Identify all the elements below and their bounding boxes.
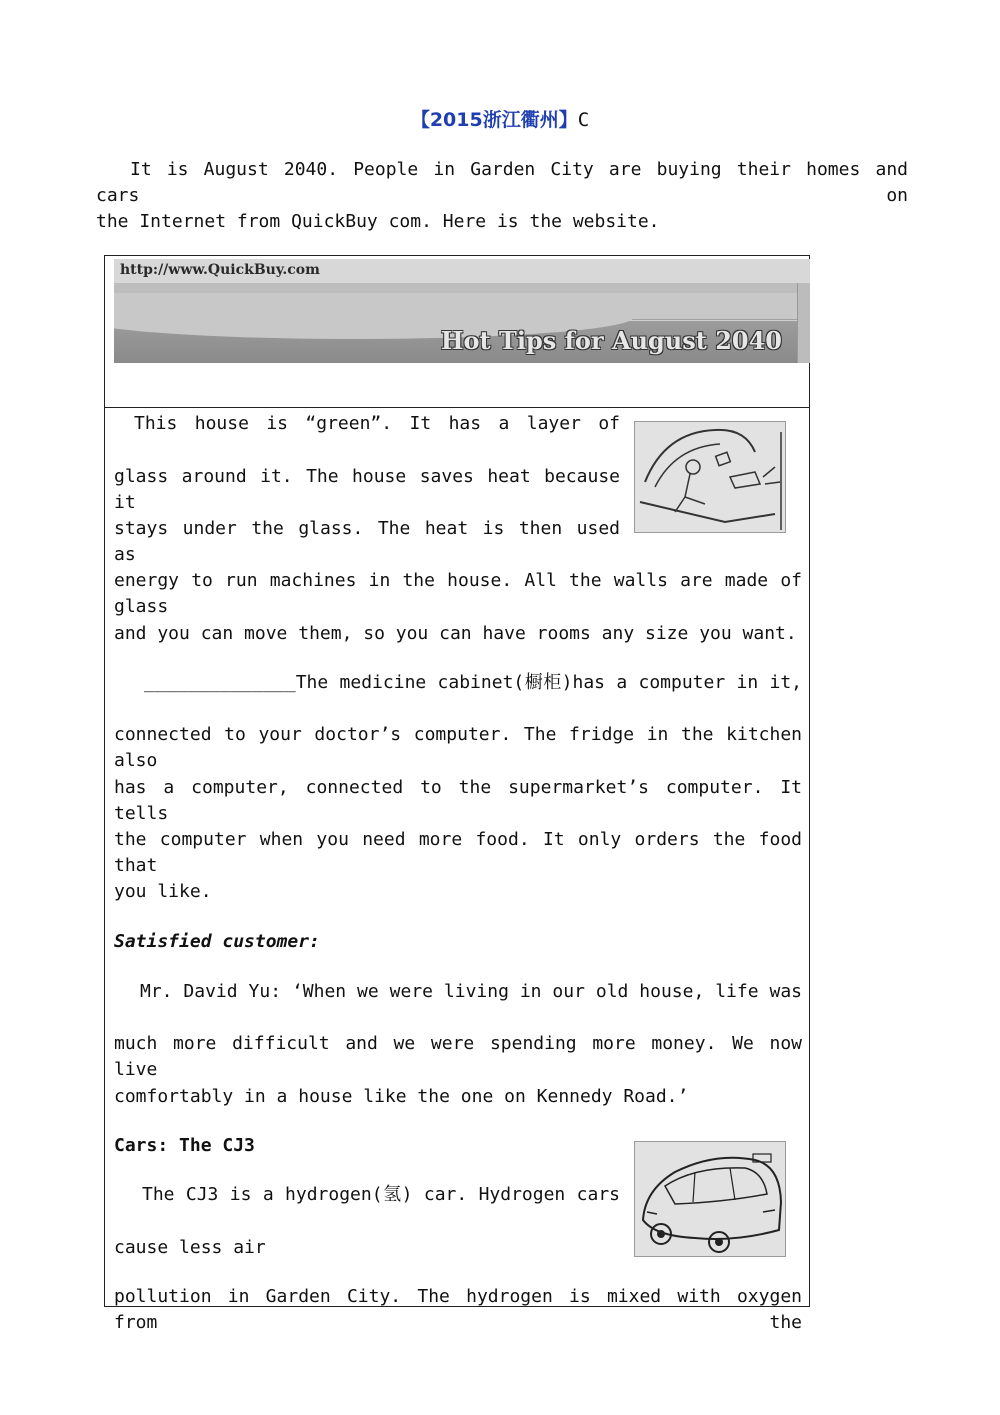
- question-letter: C: [577, 109, 590, 131]
- cars-label: Cars: The CJ3: [114, 1135, 255, 1156]
- customer-line-1: Mr. David Yu: ‘When we were living in our old house, life was: [140, 981, 802, 1002]
- website-screenshot: [114, 259, 810, 363]
- medicine-text-1: The medicine cabinet(橱柜)has a computer in it,: [295, 672, 802, 693]
- house-line-2: glass around it. The house saves heat because it: [114, 466, 620, 513]
- medicine-line-3: has a computer, connected to the supermarket’s computer. It tells: [114, 777, 802, 824]
- house-illustration: [634, 421, 786, 533]
- intro-line-2: the Internet from QuickBuy com. Here is the website.: [96, 211, 660, 232]
- medicine-line-1: [114, 670, 802, 696]
- house-line-1: This house is “green”. It has a layer of: [134, 413, 620, 434]
- house-line-4: energy to run machines in the house. All the walls are made of glass: [114, 570, 802, 617]
- answer-blank: ______________: [144, 672, 296, 693]
- cars-line-3: pollution in Garden City. The hydrogen is mixed with oxygen from the: [114, 1286, 802, 1333]
- question-source: 【2015浙江衢州】: [410, 109, 578, 131]
- house-line-3: stays under the glass. The heat is then used as: [114, 518, 620, 565]
- question-heading: [0, 108, 1000, 132]
- customer-line-2: much more difficult and we were spending more money. We now live: [114, 1033, 802, 1080]
- customer-line-3: comfortably in a house like the one on Kennedy Road.’: [114, 1086, 689, 1107]
- cars-line-1: The CJ3 is a hydrogen(氢) car. Hydrogen cars: [142, 1184, 620, 1205]
- address-bar: [114, 259, 810, 284]
- website-url: http://www.QuickBuy.com: [120, 262, 320, 278]
- car-drawing: [635, 1142, 785, 1256]
- customer-label: Satisfied customer:: [114, 931, 320, 952]
- intro-line-1: It is August 2040. People in Garden City are buying their homes and cars on: [96, 159, 908, 206]
- house-drawing: [635, 422, 785, 532]
- medicine-line-5: you like.: [114, 881, 212, 902]
- medicine-line-4: the computer when you need more food. It only orders the food that: [114, 829, 802, 876]
- house-line-5: and you can move them, so you can have rooms any size you want.: [114, 623, 797, 644]
- medicine-line-2: connected to your doctor’s computer. The fridge in the kitchen also: [114, 724, 802, 771]
- cars-line-2: cause less air: [114, 1237, 266, 1258]
- scrollbar: [797, 283, 810, 363]
- menu-strip: [114, 283, 810, 293]
- table-row-divider: [104, 407, 810, 408]
- banner-title: Hot Tips for August 2040: [440, 326, 782, 355]
- car-illustration: [634, 1141, 786, 1257]
